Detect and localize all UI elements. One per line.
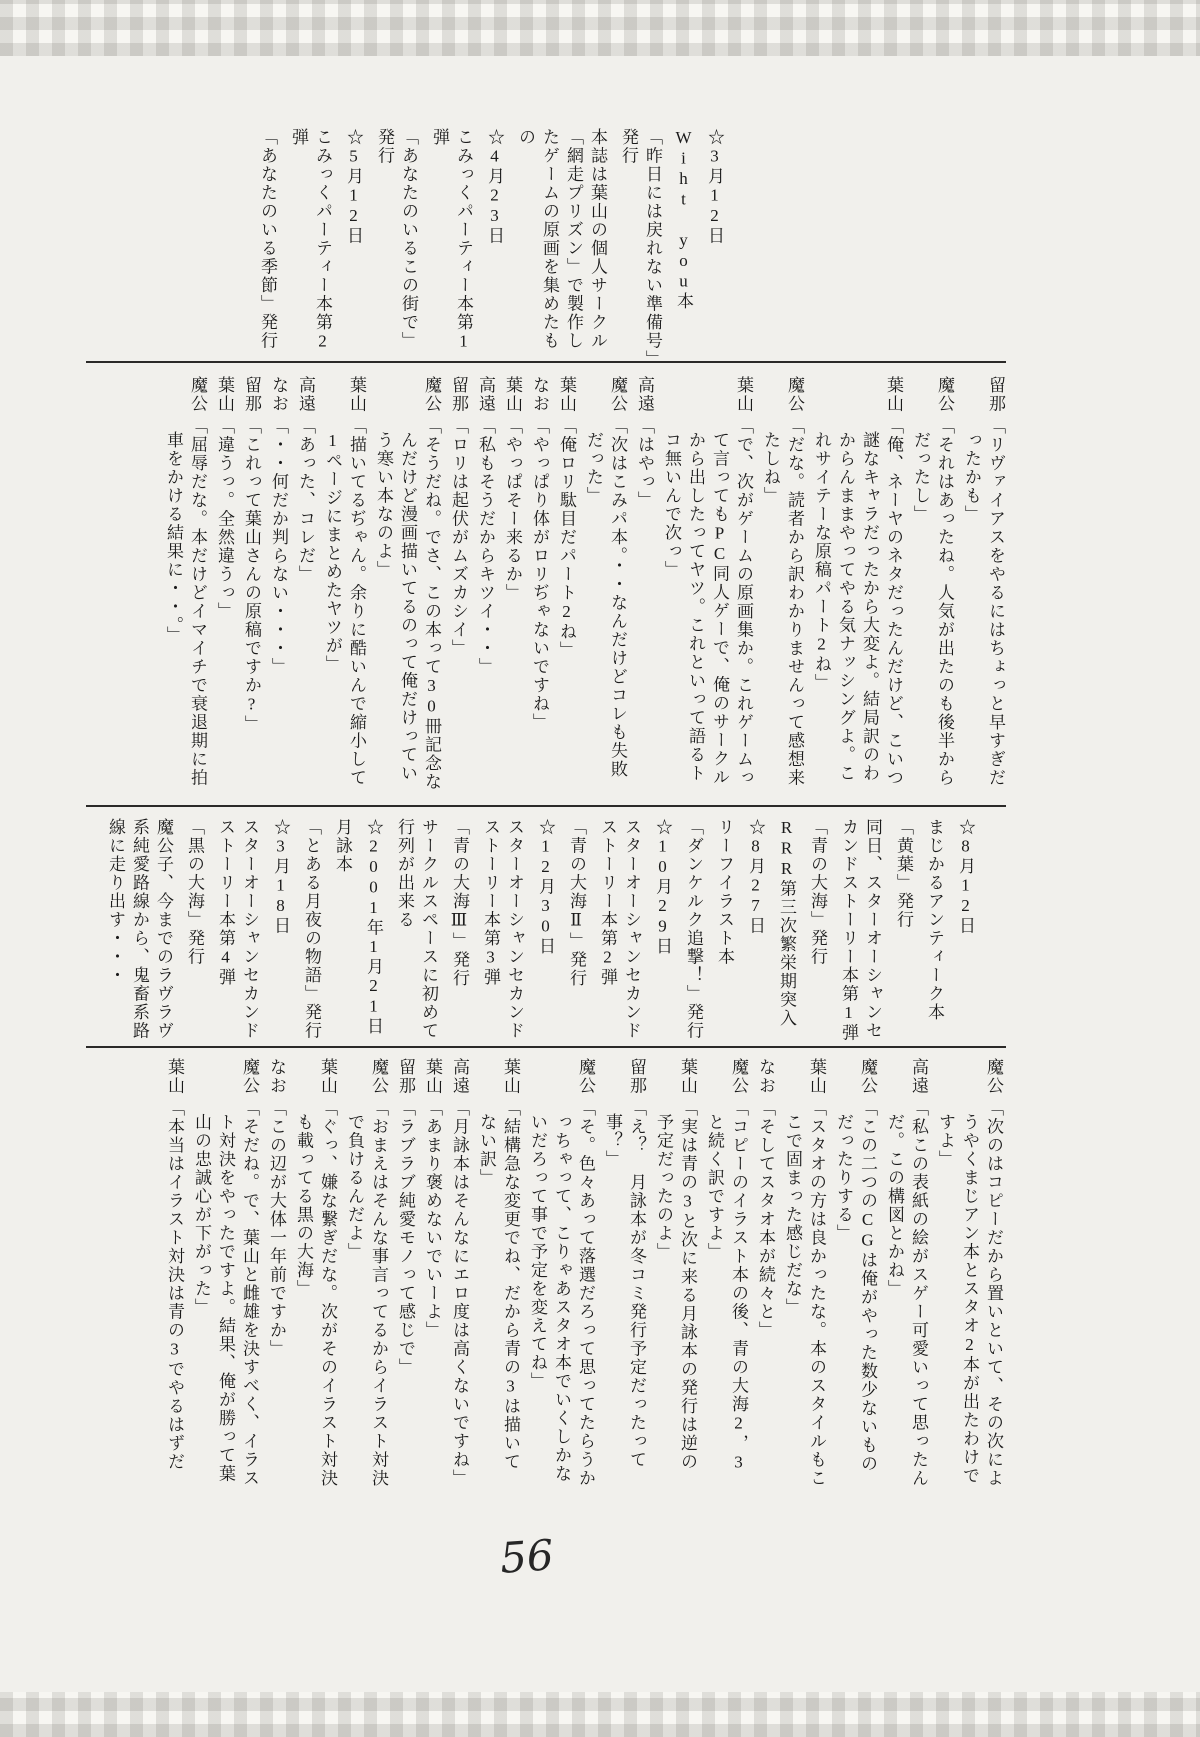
- timeline-entry: サークルスペースに初めて行列が出来る: [395, 818, 438, 1040]
- page-number: 56: [498, 1530, 556, 1583]
- dialogue-text: 「スタオの方は良かったな。本のスタイルもここで固まった感じだな」: [783, 1099, 826, 1488]
- timeline-entry: 魔公子、今までのラヴラヴ系純愛路線から、鬼畜系路線に走り出す・・・: [106, 818, 173, 1040]
- dialogue-text: 「ラブラブ純愛モノって感じで」: [396, 1099, 415, 1377]
- dialogue-text: 「コピーのイラスト本の後、青の大海2，3と続く訳ですよ」: [705, 1099, 748, 1473]
- dialogue-text: 「屈辱だな。本だけどイマイチで衰退期に拍車をかける結果に・・。」: [164, 417, 207, 787]
- speaker-name: 葉山: [501, 1058, 520, 1095]
- speaker-name: 魔公: [729, 1058, 748, 1095]
- speaker-name: 魔公: [858, 1058, 877, 1095]
- dialogue-line: [659, 376, 755, 796]
- dialogue-text: 「私もそうだからキツイ・・」: [476, 417, 495, 676]
- gingham-border-top: [0, 0, 1200, 56]
- dialogue-line: [266, 376, 290, 796]
- dialogue-text: 「・・何だか判らない・・・」: [269, 417, 288, 676]
- dialogue-text: 「この辺が大体一年前ですか」: [267, 1099, 286, 1358]
- dialogue-line: [882, 1058, 930, 1488]
- dialogue-section-2: [95, 1058, 1005, 1488]
- timeline-entry: まじかるアンティーク本: [925, 818, 944, 1022]
- speaker-name: 魔公: [240, 1058, 259, 1095]
- timeline-entry: 「黒の大海」発行: [185, 818, 204, 966]
- speaker-name: 留那: [396, 1058, 415, 1095]
- speaker-name: なお: [267, 1058, 286, 1095]
- speaker-name: 高遠: [476, 376, 495, 413]
- dialogue-line: [959, 376, 1007, 796]
- dialogue-text: 「ロリは起伏がムズカシイ」: [449, 417, 468, 658]
- section-divider: [86, 805, 1006, 807]
- speaker-name: 魔公: [369, 1058, 388, 1095]
- speaker-name: 高遠: [450, 1058, 469, 1095]
- dialogue-text: 「リヴァイアスをやるにはちょっと早すぎだったかも」: [962, 417, 1005, 787]
- dialogue-line: [393, 1058, 417, 1488]
- speaker-name: 葉山: [884, 376, 903, 413]
- dialogue-text: 「やっぱり体がロリぢゃないですね」: [530, 417, 549, 732]
- dialogue-text: 「これって葉山さんの原稿ですか?」: [242, 417, 261, 734]
- dialogue-text: 「結構急な変更でね、だから青の3は描いてない訳」: [477, 1099, 520, 1471]
- dialogue-text: 「俺、ネーヤのネタだったんだけど、こいつ謎なキャラだったから大変よ。結局訳のわからんままやってやる気ナッシングよ。これサイテーな原稿パート2ね」: [812, 417, 903, 787]
- timeline-entry: ☆3月18日: [271, 818, 290, 935]
- dialogue-line: [758, 376, 806, 796]
- dialogue-text: 「違うっ。全然違うっ」: [215, 417, 234, 621]
- dialogue-text: 「だな。読者から訳わかりませんって感想来たしね」: [761, 417, 804, 787]
- dialogue-text: 「そ。色々あって落選だろって思ってたらうかっちゃって、こりゃあスタオ本でいくしかないだろって事で予定を変えてね」: [528, 1099, 595, 1488]
- dialogue-text: 「それはあったね。人気が出たのも後半からだったし」: [911, 417, 954, 787]
- dialogue-text: 「本当はイラスト対決は青の3でやるはずだ: [165, 1099, 184, 1471]
- dialogue-text: 「ぐっ、嫌な繋ぎだな。次がそのイラスト対決も載ってる黒の大海」: [294, 1099, 337, 1488]
- dialogue-line: [831, 1058, 879, 1488]
- timeline-entry: スターオーシャンセカンドストーリー本第3弾: [481, 818, 524, 1040]
- dialogue-line: [291, 1058, 339, 1488]
- dialogue-line: [600, 1058, 648, 1488]
- speaker-name: 魔公: [935, 376, 954, 413]
- dialogue-text: 「はやっ」: [635, 417, 654, 510]
- dialogue-section-1: [95, 376, 1007, 796]
- dialogue-text: 「やっぱそー来るか」: [503, 417, 522, 602]
- dialogue-text: 「え？ 月詠本が冬コミ発行予定だったって事？」: [603, 1099, 646, 1469]
- dialogue-line: [212, 376, 236, 796]
- timeline-entry: 「青の大海Ⅲ」発行: [450, 818, 469, 988]
- timeline-entry: 本誌は葉山の個人サークル「網走プリズン」で製作したゲームの原画を集めたもの: [516, 128, 607, 350]
- timeline-entry: 「あなたのいるこの街で」発行: [375, 128, 418, 350]
- timeline-entry: リーフイラスト本: [715, 818, 734, 966]
- speaker-name: 葉山: [734, 376, 753, 413]
- dialogue-line: [239, 376, 263, 796]
- dialogue-text: 「俺ロリ駄目だパート2ね」: [557, 417, 576, 660]
- dialogue-line: [500, 376, 524, 796]
- dialogue-text: 「次のはコピーだから置いといて、その次にようやくまじアン本とスタオ2本が出たわけですよ」: [936, 1099, 1003, 1488]
- dialogue-text: 「次はこみパ本。・・なんだけどコレも失敗だった」: [584, 417, 627, 779]
- dialogue-line: [525, 1058, 597, 1488]
- dialogue-line: [474, 1058, 522, 1488]
- timeline-entry: 「昨日には戻れない準備号」発行: [619, 128, 662, 360]
- dialogue-line: [371, 376, 443, 796]
- timeline-entry: 同日、スターオーシャンセカンドストーリー本第1弾: [839, 818, 882, 1042]
- dialogue-line: [632, 376, 656, 796]
- timeline-entry: こみっくパーティー本第1弾: [430, 128, 473, 352]
- timeline-section-middle: [85, 818, 977, 1050]
- speaker-name: 葉山: [678, 1058, 697, 1095]
- gingham-border-bottom: [0, 1692, 1200, 1737]
- speaker-name: 留那: [986, 376, 1005, 413]
- timeline-entry: 「ダンケルク追撃！」発行: [684, 818, 703, 1040]
- dialogue-line: [702, 1058, 750, 1488]
- dialogue-line: [189, 1058, 261, 1488]
- timeline-entry: こみっくパーティー本第2弾: [289, 128, 332, 352]
- timeline-entry: Wiht you本: [674, 128, 693, 311]
- speaker-name: なお: [756, 1058, 775, 1095]
- speaker-name: 葉山: [165, 1058, 184, 1095]
- dialogue-text: 「で、次がゲームの原画集か。これゲームって言ってもPC同人ゲーで、俺のサークルから出したってヤツ。これといって語るトコ無いんで次っ」: [662, 417, 753, 787]
- speaker-name: 魔公: [984, 1058, 1003, 1095]
- dialogue-text: 「実は青の3と次に来る月詠本の発行は逆の予定だったのよ」: [654, 1099, 697, 1471]
- speaker-name: 葉山: [503, 376, 522, 413]
- dialogue-line: [908, 376, 956, 796]
- dialogue-line: [780, 1058, 828, 1488]
- dialogue-line: [293, 376, 317, 796]
- dialogue-line: [651, 1058, 699, 1488]
- speaker-name: 葉山: [557, 376, 576, 413]
- timeline-entry: ☆5月12日: [344, 128, 363, 245]
- dialogue-line: [753, 1058, 777, 1488]
- dialogue-line: [554, 376, 578, 796]
- speaker-name: 高遠: [296, 376, 315, 413]
- timeline-entry: ☆2001年1月21日: [364, 818, 383, 1036]
- speaker-name: なお: [530, 376, 549, 413]
- timeline-entry: ☆10月29日: [653, 818, 672, 956]
- dialogue-line: [264, 1058, 288, 1488]
- timeline-section-top: [232, 128, 726, 362]
- dialogue-text: 「おまえはそんな事言ってるからイラスト対決で負けるんだよ」: [345, 1099, 388, 1488]
- speaker-name: 高遠: [635, 376, 654, 413]
- timeline-entry: 「あなたのいる季節」発行: [258, 128, 277, 350]
- dialogue-line: [473, 376, 497, 796]
- speaker-name: 魔公: [576, 1058, 595, 1095]
- dialogue-text: 「この二つのCGは俺がやった数少ないものだったりする」: [834, 1099, 877, 1473]
- speaker-name: 葉山: [347, 376, 366, 413]
- dialogue-line: [162, 1058, 186, 1488]
- timeline-entry: スターオーシャンセカンドストーリー本第2弾: [598, 818, 641, 1040]
- dialogue-text: 「月詠本はそんなにエロ度は高くないですね」: [450, 1099, 469, 1488]
- timeline-entry: ☆3月12日: [705, 128, 724, 245]
- timeline-entry: 「青の大海Ⅱ」発行: [567, 818, 586, 988]
- timeline-entry: 「とある月夜の物語」発行: [302, 818, 321, 1040]
- speaker-name: 魔公: [608, 376, 627, 413]
- dialogue-text: 「あった、コレだ」: [296, 417, 315, 584]
- dialogue-line: [161, 376, 209, 796]
- section-divider: [86, 361, 1006, 363]
- speaker-name: 高遠: [909, 1058, 928, 1095]
- timeline-entry: 「青の大海」発行: [808, 818, 827, 966]
- dialogue-text: 「そだね。で、葉山と雌雄を決すべく、イラスト対決をやったですよ。結果、俺が勝って葉山の忠誠心が下がった」: [192, 1099, 259, 1488]
- speaker-name: 葉山: [423, 1058, 442, 1095]
- timeline-entry: 月詠本: [333, 818, 352, 874]
- dialogue-text: 「私この表紙の絵がスゲー可愛いって思ったんだ。この構図とかね」: [885, 1099, 928, 1488]
- timeline-entry: ☆8月12日: [956, 818, 975, 935]
- speaker-name: 留那: [627, 1058, 646, 1095]
- speaker-name: 魔公: [422, 376, 441, 413]
- dialogue-line: [446, 376, 470, 796]
- timeline-entry: RRR第三次繁栄期突入: [777, 818, 796, 1028]
- speaker-name: 留那: [449, 376, 468, 413]
- timeline-entry: 「黄葉」発行: [894, 818, 913, 929]
- dialogue-text: 「そしてスタオ本が続々と」: [756, 1099, 775, 1340]
- dialogue-text: 「そうだね。でさ、この本って30冊記念なんだけど漫画描いてるのって俺だけっていう寒い本なのよ」: [374, 417, 441, 791]
- speaker-name: 葉山: [807, 1058, 826, 1095]
- dialogue-line: [527, 376, 551, 796]
- speaker-name: 葉山: [215, 376, 234, 413]
- timeline-entry: ☆12月30日: [536, 818, 555, 956]
- dialogue-line: [447, 1058, 471, 1488]
- dialogue-line: [420, 1058, 444, 1488]
- speaker-name: 葉山: [318, 1058, 337, 1095]
- dialogue-text: 「あまり褒めないでいーよ」: [423, 1099, 442, 1340]
- speaker-name: 魔公: [188, 376, 207, 413]
- section-divider: [86, 1046, 1006, 1048]
- timeline-entry: スターオーシャンセカンドストーリー本第4弾: [216, 818, 259, 1040]
- dialogue-line: [933, 1058, 1005, 1488]
- timeline-entry: ☆4月23日: [485, 128, 504, 245]
- dialogue-line: [809, 376, 905, 796]
- dialogue-line: [320, 376, 368, 796]
- dialogue-line: [342, 1058, 390, 1488]
- speaker-name: なお: [269, 376, 288, 413]
- timeline-entry: ☆8月27日: [746, 818, 765, 935]
- speaker-name: 留那: [242, 376, 261, 413]
- dialogue-text: 「描いてるぢゃん。余りに酷いんで縮小して1ページにまとめたヤツが」: [323, 417, 366, 787]
- speaker-name: 魔公: [785, 376, 804, 413]
- dialogue-line: [581, 376, 629, 796]
